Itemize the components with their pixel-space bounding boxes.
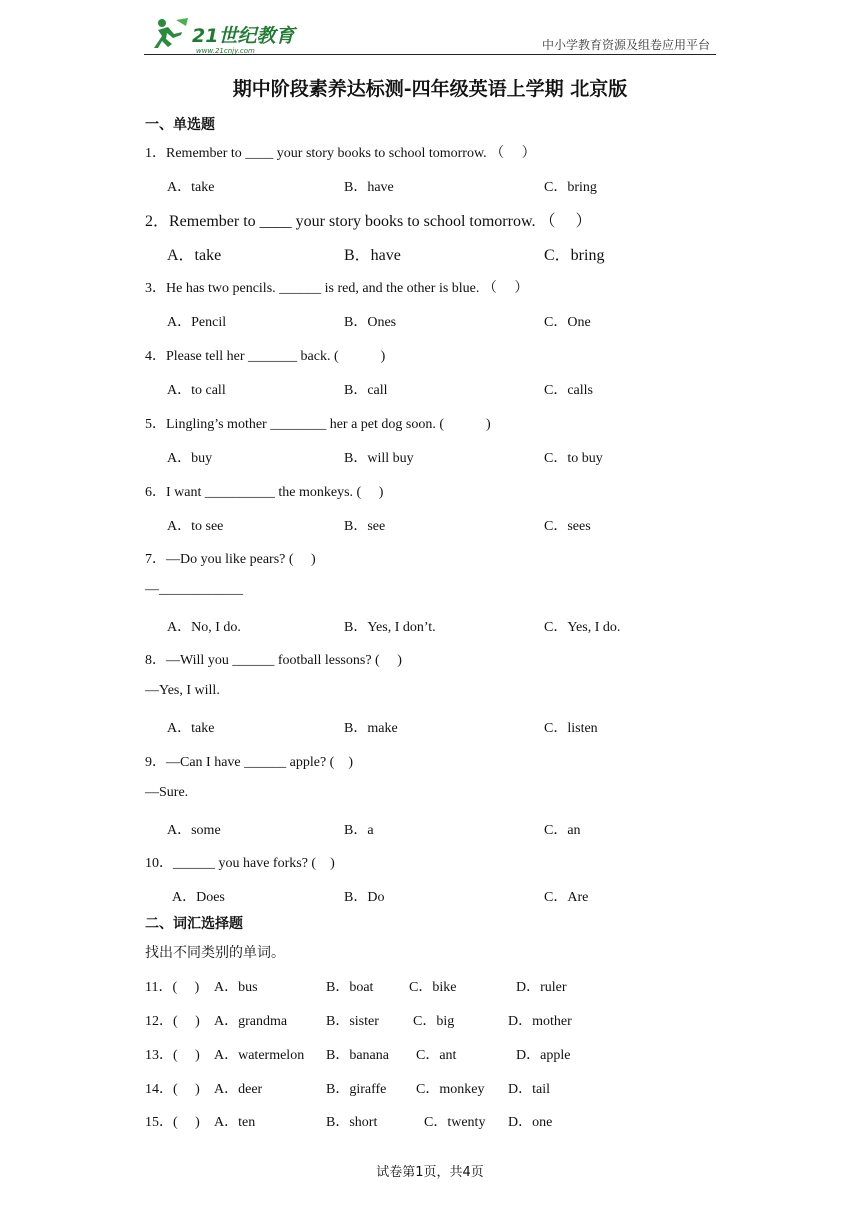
option-a: A．buy	[167, 451, 213, 466]
question-stem: 7．—Do you like pears? ( )	[145, 552, 316, 567]
option-c: C．calls	[544, 383, 593, 398]
option-b: B．short	[326, 1115, 378, 1130]
option-b: B．have	[344, 180, 394, 195]
option-c: C．monkey	[416, 1082, 485, 1097]
option-a: A．deer	[214, 1082, 263, 1097]
section-heading-vocabulary: 二、词汇选择题	[145, 916, 243, 932]
question-stem: 10．______ you have forks? ( )	[145, 856, 335, 871]
question-stem: 6．I want __________ the monkeys. ( )	[145, 485, 384, 500]
page-title: 期中阶段素养达标测-四年级英语上学期 北京版	[232, 78, 628, 100]
option-b: B．Do	[344, 890, 385, 905]
page-number: 试卷第1页，共4页	[376, 1165, 484, 1180]
option-a: A．take	[167, 180, 215, 195]
option-b: B．Ones	[344, 315, 397, 330]
question-number: 12．( )	[145, 1014, 200, 1029]
option-b: B．boat	[326, 980, 374, 995]
option-c: C．listen	[544, 721, 598, 736]
option-d: D．apple	[516, 1048, 571, 1063]
question-number: 13．( )	[145, 1048, 200, 1063]
site-logo	[148, 14, 308, 56]
section-instruction: 找出不同类别的单词。	[145, 945, 285, 961]
question-stem: 2．Remember to ____ your story books to school tomorrow. （ ）	[145, 213, 592, 230]
option-d: D．one	[508, 1115, 553, 1130]
option-c: C．big	[413, 1014, 455, 1029]
option-b: B．call	[344, 383, 388, 398]
question-number: 15．( )	[145, 1115, 200, 1130]
option-b: B．a	[344, 823, 374, 838]
option-b: B．banana	[326, 1048, 389, 1063]
option-a: A．take	[167, 247, 222, 264]
question-stem: 4．Please tell her _______ back. ( )	[145, 349, 386, 364]
question-number: 14．( )	[145, 1082, 200, 1097]
option-c: C．Are	[544, 890, 589, 905]
option-c: C．an	[544, 823, 581, 838]
dialogue-reply: —Sure.	[145, 785, 189, 800]
question-number: 11．( )	[145, 980, 200, 995]
option-b: B．Yes, I don’t.	[344, 620, 436, 635]
option-d: D．ruler	[516, 980, 567, 995]
option-d: D．mother	[508, 1014, 572, 1029]
option-c: C．sees	[544, 519, 591, 534]
question-stem: 5．Lingling’s mother ________ her a pet dog soon. ( )	[145, 417, 491, 432]
dialogue-reply: —Yes, I will.	[145, 683, 220, 698]
platform-name: 中小学教育资源及组卷应用平台	[541, 38, 710, 52]
option-c: C．bike	[409, 980, 457, 995]
option-b: B．make	[344, 721, 398, 736]
answer-blank: —____________	[145, 582, 243, 597]
option-c: C．bring	[544, 180, 597, 195]
question-stem: 3．He has two pencils. ______ is red, and the other is blue. （ ）	[145, 281, 529, 296]
option-c: C．to buy	[544, 451, 603, 466]
logo-url: www.21cnjy.com	[196, 47, 255, 55]
option-a: A．to see	[167, 519, 224, 534]
option-c: C．ant	[416, 1048, 457, 1063]
option-a: A．No, I do.	[167, 620, 241, 635]
option-a: A．grandma	[214, 1014, 288, 1029]
option-d: D．tail	[508, 1082, 550, 1097]
option-b: B．will buy	[344, 451, 414, 466]
option-a: A．Does	[172, 890, 225, 905]
question-stem: 9．—Can I have ______ apple? ( )	[145, 755, 353, 770]
option-c: C．One	[544, 315, 591, 330]
option-a: A．ten	[214, 1115, 256, 1130]
option-b: B．have	[344, 247, 401, 264]
option-c: C．Yes, I do.	[544, 620, 621, 635]
option-b: B．sister	[326, 1014, 379, 1029]
option-a: A．bus	[214, 980, 258, 995]
option-b: B．giraffe	[326, 1082, 387, 1097]
option-a: A．watermelon	[214, 1048, 305, 1063]
option-a: A．to call	[167, 383, 226, 398]
option-a: A．take	[167, 721, 215, 736]
option-a: A．Pencil	[167, 315, 227, 330]
section-heading-single-choice: 一、单选题	[145, 117, 215, 133]
logo-text: 21世纪教育	[192, 25, 295, 47]
option-c: C．bring	[544, 247, 605, 264]
header-divider	[144, 54, 716, 55]
question-stem: 1．Remember to ____ your story books to school tomorrow. （ ）	[145, 146, 536, 161]
question-stem: 8．—Will you ______ football lessons? ( )	[145, 653, 402, 668]
option-c: C．twenty	[424, 1115, 486, 1130]
option-a: A．some	[167, 823, 221, 838]
option-b: B．see	[344, 519, 386, 534]
